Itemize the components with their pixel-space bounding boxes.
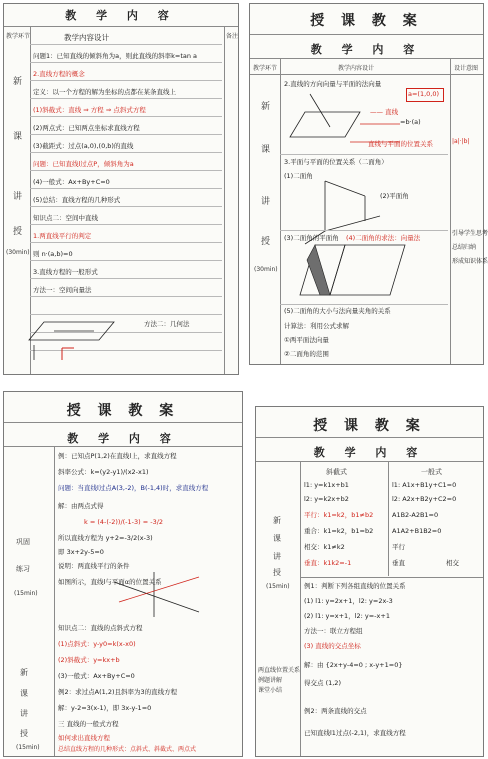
handwritten-line: 所以直线方程为 y+2=-3/2(x-3) bbox=[58, 534, 153, 542]
stage-label: 授 bbox=[261, 237, 271, 247]
handwritten-line: 如图所示，直线l与平面α的位置关系 bbox=[58, 578, 162, 586]
page-3-header: 教 学 内 容 bbox=[67, 432, 179, 445]
handwritten-line: A1B2-A2B1=0 bbox=[392, 511, 439, 519]
stage-label: 新 bbox=[273, 516, 281, 525]
stage-label: (15min) bbox=[16, 744, 40, 751]
handwritten-line: (5)总结：直线方程的几种形式 bbox=[33, 196, 121, 204]
handwritten-line: 垂直 bbox=[392, 559, 405, 567]
handwritten-line: 方法一：空间向量法 bbox=[33, 286, 92, 294]
handwritten-line: (3)截距式：过点(a,0),(0,b)的直线 bbox=[33, 142, 134, 150]
page-4-title: 授 课 教 案 bbox=[313, 418, 426, 434]
handwritten-line: 解：y-2=3(x-1)，即 3x-y-1=0 bbox=[58, 704, 152, 712]
handwritten-line: 三 直线的一般式方程 bbox=[58, 720, 119, 728]
column-label-stage: 教学环节 bbox=[6, 33, 31, 40]
intent-note: 形成知识体系 bbox=[452, 258, 488, 265]
handwritten-line: 即 3x+2y-5=0 bbox=[58, 548, 104, 556]
lesson-page-2 bbox=[249, 3, 488, 365]
plane-sketch bbox=[34, 300, 144, 360]
stage-label: 讲 bbox=[13, 192, 23, 202]
stage-label: 课 bbox=[273, 534, 281, 543]
handwritten-line: 2.直线方程的概念 bbox=[33, 70, 85, 78]
stage-label: 授 bbox=[273, 568, 281, 577]
lesson-page-1 bbox=[3, 3, 239, 375]
intent-note: |a|·|b| bbox=[452, 138, 470, 145]
stage-label: (15min) bbox=[14, 590, 38, 597]
handwritten-line: 相交 bbox=[446, 559, 459, 567]
stage-label: (30min) bbox=[254, 266, 278, 273]
handwritten-line: 教学内容设计 bbox=[64, 33, 109, 42]
stage-label: 例题讲解 bbox=[258, 677, 283, 684]
handwritten-line: 知识点二：直线的点斜式方程 bbox=[58, 624, 143, 632]
column-label-stage: 教学环节 bbox=[253, 65, 278, 72]
page-1-header: 教 学 内 容 bbox=[65, 9, 177, 22]
stage-label: 新 bbox=[20, 668, 28, 677]
handwritten-line: (1)点斜式：y-y0=k(x-x0) bbox=[58, 640, 136, 648]
handwritten-line: 则 n·(a,b)=0 bbox=[33, 250, 73, 258]
handwritten-line: (2) l1: y=x+1，l2: y=-x+1 bbox=[304, 612, 390, 620]
page-2-title: 授 课 教 案 bbox=[310, 13, 423, 29]
handwritten-line: k = (4-(-2))/(-1-3) = -3/2 bbox=[84, 518, 164, 526]
handwritten-line: ①两平面法向量 bbox=[284, 336, 329, 344]
stage-label: 授 bbox=[13, 227, 23, 237]
handwritten-line: 总结直线方程的几种形式：点斜式、斜截式、两点式 bbox=[58, 746, 197, 753]
handwritten-line: (3) 直线的交点坐标 bbox=[304, 642, 361, 650]
handwritten-line: (2)两点式：已知两点坐标求直线方程 bbox=[33, 124, 140, 132]
stage-label: (30min) bbox=[6, 249, 30, 256]
handwritten-line: (2)斜截式：y=kx+b bbox=[58, 656, 120, 664]
page-2-header: 教 学 内 容 bbox=[310, 43, 423, 56]
handwritten-line: 例2：两条直线的交点 bbox=[304, 707, 367, 715]
handwritten-line: 问题：已知直线l过点P，倾斜角为a bbox=[33, 160, 134, 168]
handwritten-line: =b·(a) bbox=[400, 118, 421, 126]
column-label-general: 一般式 bbox=[421, 468, 442, 476]
handwritten-line: 例2：求过点A(1,2)且斜率为3的直线方程 bbox=[58, 688, 178, 696]
handwritten-line: —— 直线 bbox=[370, 108, 399, 116]
stage-label: 讲 bbox=[261, 197, 271, 207]
stage-label: 课 bbox=[13, 132, 23, 142]
stage-label: 课堂小结 bbox=[258, 687, 283, 694]
handwritten-line: 3.平面与平面的位置关系（二面角） bbox=[284, 158, 388, 166]
stage-label: 两直线位置关系 bbox=[258, 667, 301, 674]
handwritten-line: 问题1：已知直线的倾斜角为a，则此直线的斜率k=tan a bbox=[33, 52, 198, 60]
handwritten-line: l1: y=k1x+b1 bbox=[304, 481, 349, 489]
handwritten-line: 解：由 {2x+y-4=0 ; x-y+1=0} bbox=[304, 661, 403, 669]
intent-note: 总结归纳 bbox=[452, 244, 477, 251]
handwritten-line: 2.直线的方向向量与平面的法向量 bbox=[284, 80, 382, 88]
handwritten-line: ②二面角的范围 bbox=[284, 350, 329, 358]
stage-label: 练习 bbox=[16, 565, 30, 573]
handwritten-line: 解：由两点式得 bbox=[58, 502, 104, 510]
handwritten-line: (1)二面角 bbox=[284, 172, 313, 180]
handwritten-line: (3)一般式：Ax+By+C=0 bbox=[58, 672, 135, 680]
stage-label: 授 bbox=[20, 729, 28, 738]
handwritten-line: 1.两直线平行的判定 bbox=[33, 232, 92, 240]
handwritten-line: 重合：k1=k2，b1=b2 bbox=[304, 527, 374, 535]
handwritten-line: 例1：判断下列各组直线的位置关系 bbox=[304, 582, 406, 590]
handwritten-line: 垂直：k1k2=-1 bbox=[304, 559, 352, 567]
intent-note: 引导学生思考 bbox=[452, 230, 488, 237]
handwritten-line: 平行 bbox=[392, 543, 405, 551]
handwritten-line: 计算法：利用公式求解 bbox=[284, 322, 349, 330]
handwritten-line: 已知直线l1过点(-2,1)，求直线方程 bbox=[304, 729, 406, 737]
handwritten-line: (1) l1: y=2x+1，l2: y=2x-3 bbox=[304, 597, 393, 605]
handwritten-line: (1)斜截式：直线 ⇒ 方程 ⇒ 点斜式方程 bbox=[33, 106, 146, 114]
handwritten-line: l1: A1x+B1y+C1=0 bbox=[392, 481, 457, 489]
handwritten-line: 相交：k1≠k2 bbox=[304, 543, 345, 551]
handwritten-line: a=(1,0,0) bbox=[408, 90, 440, 98]
column-label-intent: 设计意图 bbox=[454, 65, 479, 72]
handwritten-line: 斜率公式：k=(y2-y1)/(x2-x1) bbox=[58, 468, 149, 476]
plane-angle-sketch bbox=[295, 240, 415, 300]
stage-label: 课 bbox=[261, 145, 271, 155]
stage-label: 新 bbox=[261, 102, 271, 112]
handwritten-line: A1A2+B1B2=0 bbox=[392, 527, 442, 535]
lesson-page-3 bbox=[3, 391, 243, 757]
stage-label: (15min) bbox=[266, 583, 290, 590]
column-label-content: 教学内容设计 bbox=[338, 65, 375, 72]
handwritten-line: l2: A2x+B2y+C2=0 bbox=[392, 495, 457, 503]
stage-label: 课 bbox=[20, 689, 28, 698]
handwritten-line: 平行：k1=k2，b1≠b2 bbox=[304, 511, 374, 519]
lesson-page-4 bbox=[255, 406, 484, 757]
stage-label: 巩固 bbox=[16, 538, 30, 546]
handwritten-line: 方法二：几何法 bbox=[144, 320, 190, 328]
handwritten-line: (2)平面角 bbox=[380, 192, 409, 200]
handwritten-line: 得交点 (1,2) bbox=[304, 679, 341, 687]
handwritten-line: 方法一：联立方程组 bbox=[304, 627, 363, 635]
handwritten-line: (3)二面角的平面角 bbox=[284, 234, 339, 242]
page-4-header: 教 学 内 容 bbox=[313, 446, 426, 459]
handwritten-line: (4)二面角的求法：向量法 bbox=[346, 234, 421, 242]
column-label-remarks: 备注 bbox=[226, 33, 239, 40]
handwritten-line: 如何求出直线方程 bbox=[58, 734, 110, 742]
handwritten-line: 3.直线方程的一般形式 bbox=[33, 268, 98, 276]
stage-label: 讲 bbox=[20, 709, 28, 718]
handwritten-line: 例：已知点P(1,2)在直线l上，求直线方程 bbox=[58, 452, 177, 460]
stage-label: 新 bbox=[13, 77, 23, 87]
handwritten-line: 说明：两直线平行的条件 bbox=[58, 562, 130, 570]
handwritten-line: 问题：当直线l过点A(3,-2)，B(-1,4)时，求直线方程 bbox=[58, 484, 209, 492]
handwritten-line: 知识点二：空间中直线 bbox=[33, 214, 98, 222]
handwritten-line: (5)二面角的大小与法向量夹角的关系 bbox=[284, 307, 391, 315]
column-label-slope: 斜截式 bbox=[326, 468, 347, 476]
handwritten-line: (4)一般式：Ax+By+C=0 bbox=[33, 178, 110, 186]
handwritten-line: 定义：以一个方程的解为坐标的点都在某条直线上 bbox=[33, 88, 176, 96]
handwritten-line: 直线与平面的位置关系 bbox=[368, 140, 433, 148]
page-3-title: 授 课 教 案 bbox=[66, 403, 180, 419]
handwritten-line: l2: y=k2x+b2 bbox=[304, 495, 349, 503]
stage-label: 讲 bbox=[273, 552, 281, 561]
